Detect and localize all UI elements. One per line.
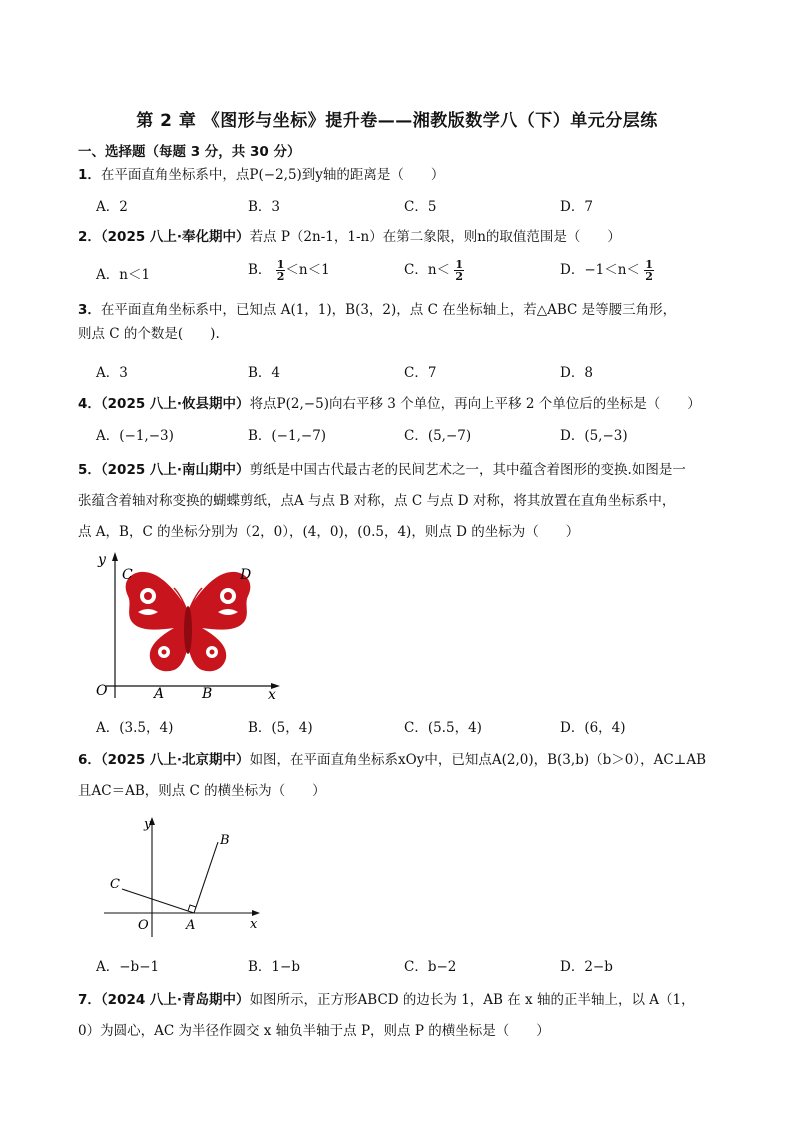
question-source: （2025 八上·奉化期中）	[100, 229, 250, 245]
label-c: C	[122, 567, 133, 583]
label-b: B	[202, 686, 213, 702]
segment-ac	[122, 889, 194, 913]
options-1	[96, 195, 736, 219]
option-b[interactable]: B．(5，4)	[248, 720, 313, 736]
option-c[interactable]: C．7	[404, 365, 437, 381]
question-text: 若点 P（2n-1，1-n）在第二象限，则n的取值范围是（ ）	[249, 229, 621, 245]
option-b[interactable]: B．1−b	[248, 959, 300, 975]
option-a[interactable]: A．(−1,−3)	[96, 428, 174, 444]
question-number: 3．	[78, 302, 101, 318]
option-b[interactable]: B．3	[248, 199, 281, 215]
option-c-label: C．	[404, 262, 428, 278]
option-c[interactable]: C．5	[404, 199, 437, 215]
option-d[interactable]: D．(5,−3)	[560, 428, 628, 444]
question-5	[78, 455, 728, 548]
question-text: 如图所示，正方形ABCD 的边长为 1，AB 在 x 轴的正半轴上，以 A（1，	[249, 992, 695, 1008]
question-text: 剪纸是中国古代最古老的民间艺术之一，其中蕴含着图形的变换.如图是一	[249, 462, 686, 478]
section-heading: 一、选择题（每题 3 分，共 30 分）	[78, 144, 301, 160]
question-number: 7．	[78, 992, 101, 1008]
label-b: B	[220, 833, 230, 848]
option-a[interactable]: A．(3.5，4)	[96, 720, 174, 736]
label-a: A	[186, 918, 196, 933]
question-source: （2025 八上·攸县期中）	[100, 396, 250, 412]
label-a: A	[154, 686, 165, 702]
label-c: C	[110, 877, 120, 892]
option-d[interactable]	[560, 258, 654, 282]
question-7	[78, 985, 728, 1047]
label-d: D	[240, 567, 252, 583]
option-a[interactable]: A．n＜1	[96, 267, 151, 283]
option-c-rest: n＜	[427, 262, 451, 278]
option-c[interactable]: C．(5,−7)	[404, 428, 472, 444]
butterfly-figure	[88, 548, 288, 708]
options-3	[96, 361, 736, 385]
question-number: 6．	[78, 752, 101, 768]
option-d[interactable]: D．2−b	[560, 959, 613, 975]
option-c[interactable]: C．(5.5，4)	[404, 720, 482, 736]
option-c[interactable]	[404, 258, 464, 282]
question-text: 在平面直角坐标系中，已知点 A(1，1)，B(3，2)，点 C 在坐标轴上，若△ABC 是等腰三角形，	[100, 302, 677, 318]
question-2	[78, 225, 728, 249]
question-source: （2025 八上·北京期中）	[100, 752, 250, 768]
y-axis-arrow	[112, 552, 118, 561]
option-b[interactable]: B．4	[248, 365, 281, 381]
option-a[interactable]: A．3	[96, 365, 128, 381]
question-text: 将点P(2,−5)向右平移 3 个单位，再向上平移 2 个单位后的坐标是（ ）	[249, 396, 701, 412]
page-title: 第 2 章 《图形与坐标》提升卷——湘教版数学八（下）单元分层练	[136, 111, 658, 131]
option-b[interactable]	[248, 258, 330, 282]
option-d-rest: −1＜n＜	[584, 262, 640, 278]
option-b-rest: ＜n＜1	[285, 262, 330, 278]
fraction-one-half: $\frac{1}{2}$	[645, 258, 653, 283]
question-text-line2: 则点 C 的个数是( ).	[78, 326, 220, 342]
geometry-figure	[100, 812, 270, 942]
question-number: 1．	[78, 167, 101, 183]
question-text: 在平面直角坐标系中，点P(−2,5)到y轴的距离是（ ）	[100, 167, 445, 183]
label-x: x	[268, 687, 276, 703]
label-origin: O	[138, 918, 149, 933]
question-text-line3: 点 A，B，C 的坐标分别为（2，0），(4，0)，(0.5，4)，则点 D 的坐标为（ ）	[78, 524, 580, 540]
option-a[interactable]: A．2	[96, 199, 128, 215]
options-4	[96, 424, 736, 448]
label-y: y	[144, 817, 152, 832]
question-3	[78, 298, 728, 346]
fraction-one-half: $\frac{1}{2}$	[455, 258, 463, 283]
question-text-line2: 张蕴含着轴对称变换的蝴蝶剪纸，点A 与点 B 对称，点 C 与点 D 对称，将其放置在直角坐标系中，	[78, 493, 676, 509]
option-c[interactable]: C．b−2	[404, 959, 457, 975]
options-2	[96, 258, 736, 288]
option-b-label: B．	[248, 262, 272, 278]
option-d[interactable]: D．8	[560, 365, 593, 381]
label-y: y	[98, 552, 106, 568]
options-6	[96, 955, 736, 979]
label-x: x	[250, 917, 258, 932]
question-text-line2: 且AC＝AB，则点 C 的横坐标为（ ）	[78, 783, 326, 799]
question-number: 4．	[78, 396, 101, 412]
option-d-label: D．	[560, 262, 585, 278]
question-number: 2．	[78, 229, 101, 245]
option-b[interactable]: B．(−1,−7)	[248, 428, 327, 444]
question-text: 如图，在平面直角坐标系xOy中，已知点A(2,0)，B(3,b)（b＞0），AC⊥AB	[249, 752, 707, 768]
options-5	[96, 716, 736, 740]
butterfly-papercut	[126, 572, 251, 671]
fraction-one-half: $\frac{1}{2}$	[276, 258, 285, 283]
question-source: （2025 八上·南山期中）	[100, 462, 250, 478]
question-source: （2024 八上·青岛期中）	[100, 992, 250, 1008]
question-number: 5．	[78, 462, 101, 478]
question-text-line2: 0）为圆心，AC 为半径作圆交 x 轴负半轴于点 P，则点 P 的横坐标是（ ）	[78, 1023, 550, 1039]
question-4	[78, 392, 728, 416]
segment-ab	[194, 842, 218, 913]
x-axis-arrow	[252, 910, 260, 916]
question-6	[78, 745, 728, 807]
option-d[interactable]: D．7	[560, 199, 593, 215]
option-d[interactable]: D．(6，4)	[560, 720, 626, 736]
question-1	[78, 163, 728, 187]
option-a[interactable]: A．−b−1	[96, 959, 160, 975]
label-origin: O	[96, 683, 108, 699]
